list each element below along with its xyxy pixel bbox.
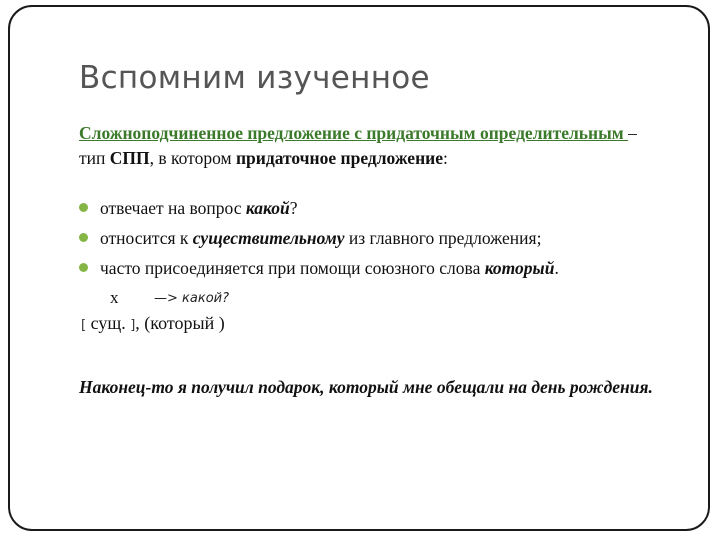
sentence-scheme <box>81 313 225 334</box>
scheme-question: —> какой? <box>154 291 229 306</box>
list-item-text-end: ? <box>289 198 298 218</box>
list-item-emphasis: существительному <box>192 228 345 248</box>
definition-middle: , в котором <box>149 148 236 168</box>
definition-paragraph <box>79 121 639 171</box>
definition-colon: : <box>443 148 448 168</box>
scheme-open-bracket: [ <box>81 318 87 333</box>
list-item <box>79 226 699 256</box>
example-sentence: Наконец-то я получил подарок, который мне обещали на день рождения. <box>79 377 653 397</box>
scheme-close-bracket: ] <box>130 318 136 333</box>
subordinate-clause-term: придаточное предложение <box>235 148 444 168</box>
list-item-text: часто присоединяется при помощи союзного слова <box>100 258 485 278</box>
defined-term: Сложноподчиненное предложение с придаточным определительным <box>79 123 629 143</box>
scheme-noun: сущ. <box>86 313 131 333</box>
scheme-clause: , (который ) <box>135 313 225 333</box>
list-item <box>79 196 699 226</box>
list-item-emphasis: какой <box>245 198 290 218</box>
list-item-emphasis: который <box>484 258 555 278</box>
properties-list <box>79 196 699 286</box>
list-item-text: отвечает на вопрос <box>100 198 246 218</box>
spp-abbreviation: СПП <box>109 148 150 168</box>
definition-dash: – тип <box>79 123 637 168</box>
bullet-icon <box>79 263 88 272</box>
slide-title: Вспомним изученное <box>79 60 430 96</box>
list-item-text-end: . <box>554 258 559 278</box>
list-item-text-end: из главного предложения; <box>344 228 542 248</box>
bullet-icon <box>79 233 88 242</box>
scheme-x-marker: х <box>110 288 119 307</box>
list-item-text: относится к <box>100 228 193 248</box>
bullet-icon <box>79 203 88 212</box>
list-item <box>79 256 699 286</box>
